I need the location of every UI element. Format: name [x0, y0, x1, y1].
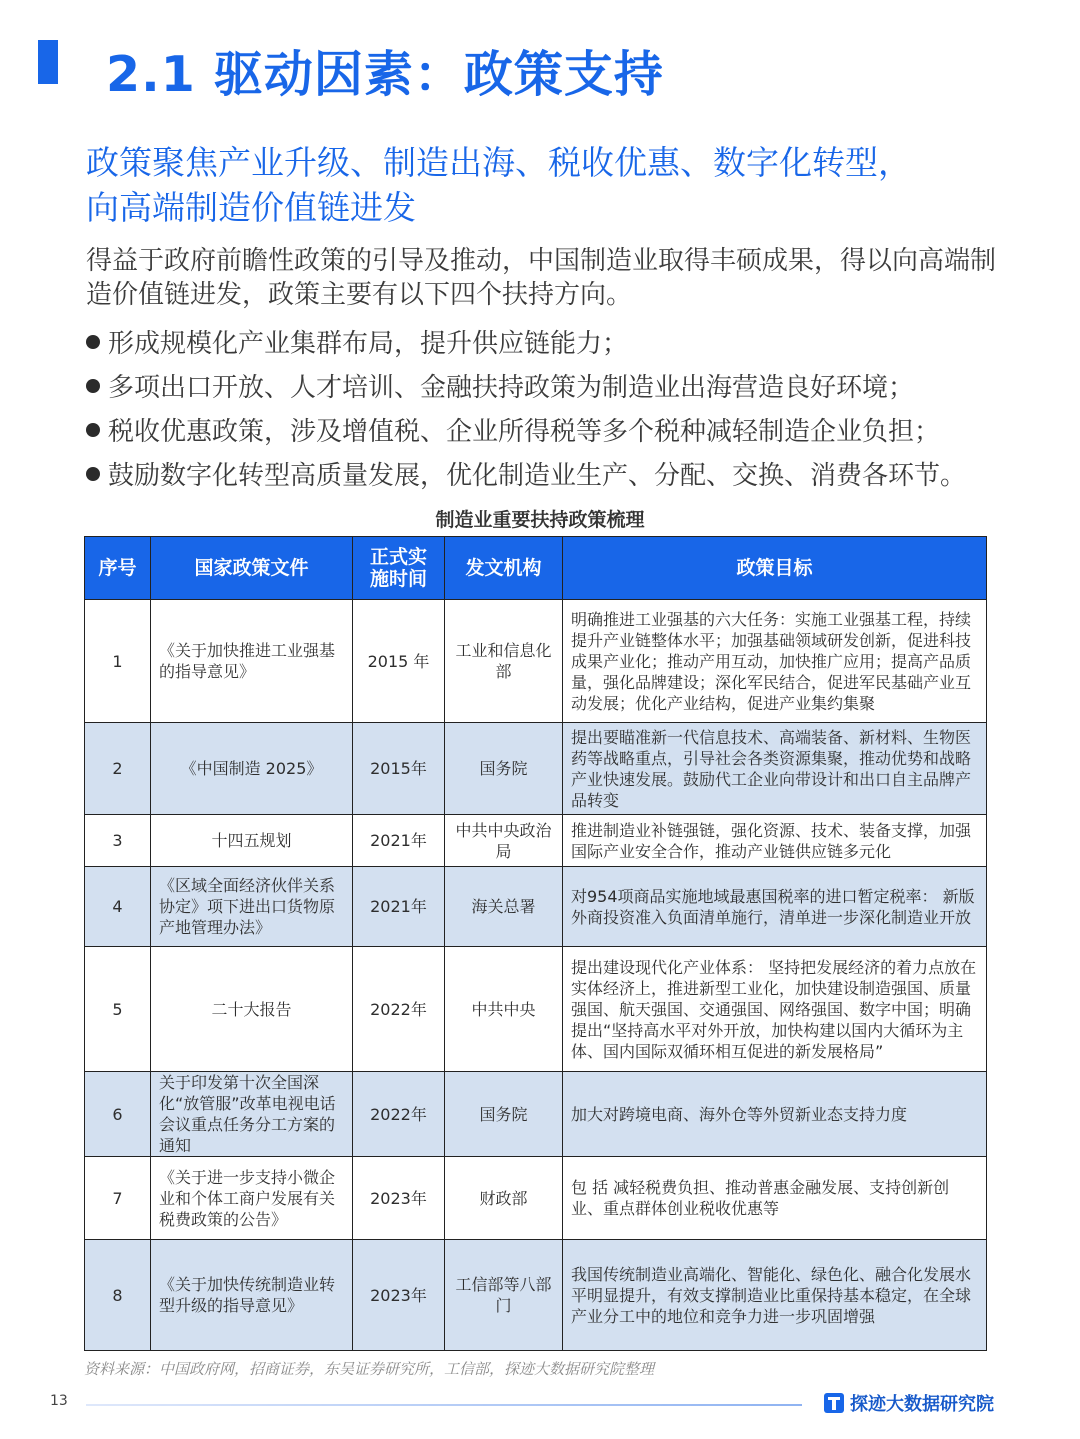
- cell-no: 8: [85, 1240, 151, 1351]
- cell-org: 财政部: [445, 1157, 563, 1240]
- cell-goal: 明确推进工业强基的六大任务：实施工业强基工程，持续提升产业链整体水平；加强基础领域研发创新，促进科技成果产业化；推动产用互动，加快推广应用；提高产品质量，强化品牌建设；深化军民结合，促进军民基础产业互动发展；优化产业结构，促进产业集约集聚: [563, 600, 987, 723]
- title-accent-bar: [38, 40, 58, 84]
- intro-paragraph: 得益于政府前瞻性政策的引导及推动，中国制造业取得丰硕成果，得以向高端制造价值链进发，政策主要有以下四个扶持方向。: [86, 246, 997, 310]
- cell-org: 中共中央政治局: [445, 815, 563, 867]
- cell-date: 2015年: [353, 723, 445, 815]
- cell-no: 2: [85, 723, 151, 815]
- header-no: 序号: [85, 537, 151, 600]
- cell-org: 工信部等八部门: [445, 1240, 563, 1351]
- cell-no: 7: [85, 1157, 151, 1240]
- bullet-dot-icon: [86, 335, 100, 349]
- bullet-text: 税收优惠政策，涉及增值税、企业所得税等多个税种减轻制造企业负担；: [108, 417, 941, 447]
- cell-org: 中共中央: [445, 947, 563, 1072]
- cell-date: 2015 年: [353, 600, 445, 723]
- table-row: [85, 1157, 987, 1240]
- header-org: 发文机构: [445, 537, 563, 600]
- page-title: 2.1 驱动因素：政策支持: [106, 46, 664, 103]
- table-row: [85, 947, 987, 1072]
- header-date-line-1: 正式实: [369, 546, 427, 568]
- bullet-item: [86, 366, 966, 410]
- cell-date: 2023年: [353, 1240, 445, 1351]
- cell-doc: 《区域全面经济伙伴关系协定》项下进出口货物原产地管理办法》: [151, 867, 353, 947]
- cell-date: 2022年: [353, 947, 445, 1072]
- cell-date: 2022年: [353, 1072, 445, 1157]
- subtitle-line-1: 政策聚焦产业升级、制造出海、税收优惠、数字化转型，: [86, 143, 911, 182]
- cell-date: 2021年: [353, 815, 445, 867]
- cell-org: 海关总署: [445, 867, 563, 947]
- cell-no: 1: [85, 600, 151, 723]
- table-row: [85, 815, 987, 867]
- bullet-list: [86, 322, 966, 498]
- brand-name: 探迹大数据研究院: [850, 1394, 994, 1415]
- cell-doc: 《关于加快推进工业强基的指导意见》: [151, 600, 353, 723]
- footer-divider: [86, 1404, 802, 1406]
- bullet-item: [86, 322, 966, 366]
- table-header-row: [85, 537, 987, 600]
- subtitle-line-2: 向高端制造价值链进发: [86, 188, 416, 227]
- header-doc: 国家政策文件: [151, 537, 353, 600]
- cell-goal: 提出要瞄准新一代信息技术、高端装备、新材料、生物医药等战略重点，引导社会各类资源集聚，推动优势和战略产业快速发展。鼓励代工企业向带设计和出口自主品牌产品转变: [563, 723, 987, 815]
- cell-doc: 《中国制造 2025》: [151, 723, 353, 815]
- page-number: 13: [50, 1393, 68, 1409]
- cell-no: 3: [85, 815, 151, 867]
- bullet-item: [86, 410, 966, 454]
- cell-goal: 加大对跨境电商、海外仓等外贸新业态支持力度: [563, 1072, 987, 1157]
- bullet-item: [86, 454, 966, 498]
- cell-org: 国务院: [445, 1072, 563, 1157]
- cell-date: 2021年: [353, 867, 445, 947]
- cell-goal: 包 括 减轻税费负担、推动普惠金融发展、支持创新创业、重点群体创业税收优惠等: [563, 1157, 987, 1240]
- header-date-line-2: 施时间: [369, 568, 427, 590]
- bullet-dot-icon: [86, 467, 100, 481]
- table-title: 制造业重要扶持政策梳理: [435, 509, 645, 531]
- cell-org: 国务院: [445, 723, 563, 815]
- cell-doc: 《关于进一步支持小微企业和个体工商户发展有关税费政策的公告》: [151, 1157, 353, 1240]
- subtitle: [86, 140, 1046, 230]
- bullet-text: 多项出口开放、人才培训、金融扶持政策为制造业出海营造良好环境；: [108, 373, 915, 403]
- bullet-dot-icon: [86, 379, 100, 393]
- cell-no: 6: [85, 1072, 151, 1157]
- cell-doc: 二十大报告: [151, 947, 353, 1072]
- table-row: [85, 1072, 987, 1157]
- cell-goal: 推进制造业补链强链，强化资源、技术、装备支撑，加强国际产业安全合作，推动产业链供应链多元化: [563, 815, 987, 867]
- table-row: [85, 867, 987, 947]
- cell-doc: 《关于加快传统制造业转型升级的指导意见》: [151, 1240, 353, 1351]
- cell-no: 4: [85, 867, 151, 947]
- cell-goal: 提出建设现代化产业体系： 坚持把发展经济的着力点放在实体经济上，推进新型工业化，加快建设制造强国、质量强国、航天强国、交通强国、网络强国、数字中国；明确提出“坚持高水平对外开放，加快构建以国内大循环为主体、国内国际双循环相互促进的新发展格局”: [563, 947, 987, 1072]
- cell-doc: 十四五规划: [151, 815, 353, 867]
- policy-table: [84, 536, 987, 1351]
- bullet-text: 形成规模化产业集群布局，提升供应链能力；: [108, 329, 629, 359]
- table-row: [85, 600, 987, 723]
- bullet-dot-icon: [86, 423, 100, 437]
- cell-org: 工业和信息化部: [445, 600, 563, 723]
- cell-goal: 我国传统制造业高端化、智能化、绿色化、融合化发展水平明显提升，有效支撑制造业比重保持基本稳定，在全球产业分工中的地位和竞争力进一步巩固增强: [563, 1240, 987, 1351]
- header-date: [353, 537, 445, 600]
- bullet-text: 鼓励数字化转型高质量发展，优化制造业生产、分配、交换、消费各环节。: [108, 461, 967, 491]
- brand: [824, 1390, 994, 1416]
- header-goal: 政策目标: [563, 537, 987, 600]
- cell-no: 5: [85, 947, 151, 1072]
- table-row: [85, 723, 987, 815]
- source-note: 资料来源：中国政府网，招商证券，东吴证券研究所，工信部，探迹大数据研究院整理: [84, 1360, 655, 1378]
- cell-date: 2023年: [353, 1157, 445, 1240]
- table-row: [85, 1240, 987, 1351]
- brand-logo-icon: [824, 1393, 844, 1413]
- cell-goal: 对954项商品实施地域最惠国税率的进口暂定税率： 新版外商投资准入负面清单施行，清单进一步深化制造业开放: [563, 867, 987, 947]
- cell-doc: 关于印发第十次全国深化“放管服”改革电视电话会议重点任务分工方案的通知: [151, 1072, 353, 1157]
